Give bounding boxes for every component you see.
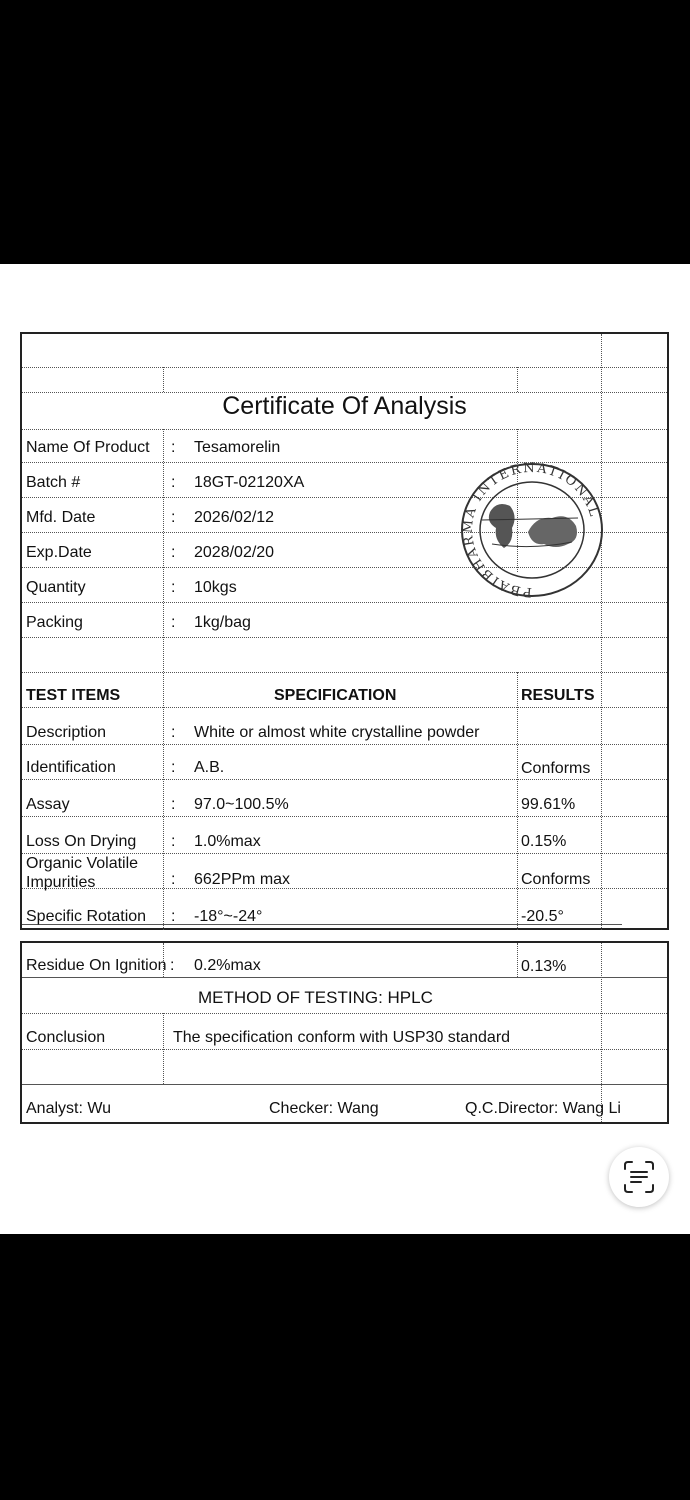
test-spec: 1.0%max xyxy=(194,833,261,850)
quantity-label: Quantity xyxy=(26,579,86,596)
product-name-value: Tesamorelin xyxy=(194,439,281,456)
colon: : xyxy=(170,957,175,974)
director-signature: Q.C.Director: Wang Li xyxy=(465,1100,621,1117)
test-result: 0.15% xyxy=(521,833,567,850)
colon: : xyxy=(171,724,176,741)
batch-value: 18GT-02120XA xyxy=(194,474,305,491)
test-result: Conforms xyxy=(521,760,591,777)
exp-date-label: Exp.Date xyxy=(26,544,92,561)
colon: : xyxy=(171,509,176,526)
exp-date-value: 2028/02/20 xyxy=(194,544,275,561)
test-item: Description xyxy=(26,724,107,741)
product-name-label: Name Of Product xyxy=(26,439,150,456)
certificate-main-table xyxy=(20,332,669,930)
colon: : xyxy=(171,796,176,813)
colon: : xyxy=(171,439,176,456)
mfd-date-label: Mfd. Date xyxy=(26,509,96,526)
residue-spec: 0.2%max xyxy=(194,957,261,974)
analyst-signature: Analyst: Wu xyxy=(26,1100,112,1117)
test-item: Assay xyxy=(26,796,70,813)
test-result: -20.5° xyxy=(521,908,564,925)
test-item: Specific Rotation xyxy=(26,908,147,925)
colon: : xyxy=(171,759,176,776)
document-title: Certificate Of Analysis xyxy=(222,392,467,420)
certificate-footer-table xyxy=(20,941,669,1124)
residue-result: 0.13% xyxy=(521,958,567,975)
test-result: Conforms xyxy=(521,871,591,888)
residue-label: Residue On Ignition xyxy=(26,957,167,974)
colon: : xyxy=(171,908,176,925)
colon: : xyxy=(171,474,176,491)
colon: : xyxy=(171,544,176,561)
method-of-testing: METHOD OF TESTING: HPLC xyxy=(198,988,433,1007)
test-spec: 662PPm max xyxy=(194,871,291,888)
scan-text-button[interactable] xyxy=(609,1147,669,1207)
header-test-items: TEST ITEMS xyxy=(26,687,121,704)
colon: : xyxy=(171,614,176,631)
colon: : xyxy=(171,871,176,888)
image-viewer xyxy=(0,264,690,1234)
colon: : xyxy=(171,833,176,850)
colon: : xyxy=(171,579,176,596)
company-seal-stamp xyxy=(452,460,612,602)
packing-label: Packing xyxy=(26,614,83,631)
test-spec: A.B. xyxy=(194,759,225,776)
mfd-date-value: 2026/02/12 xyxy=(194,509,275,526)
seal-text: PBAIBHARMA INTERNATIONAL xyxy=(460,460,602,600)
test-spec: White or almost white crystalline powder xyxy=(194,724,480,741)
test-item: Identification xyxy=(26,759,116,776)
scan-text-icon xyxy=(609,1147,669,1207)
test-spec: -18°~-24° xyxy=(194,908,263,925)
header-specification: SPECIFICATION xyxy=(274,687,397,704)
conclusion-text: The specification conform with USP30 standard xyxy=(173,1029,511,1046)
test-item: Loss On Drying xyxy=(26,833,137,850)
test-item: Organic Volatile xyxy=(26,855,139,872)
header-results: RESULTS xyxy=(521,687,595,704)
quantity-value: 10kgs xyxy=(194,579,237,596)
test-item-cont: Impurities xyxy=(26,874,96,891)
test-result: 99.61% xyxy=(521,796,576,813)
test-spec: 97.0~100.5% xyxy=(194,796,289,813)
checker-signature: Checker: Wang xyxy=(269,1100,379,1117)
batch-label: Batch # xyxy=(26,474,81,491)
conclusion-label: Conclusion xyxy=(26,1029,106,1046)
packing-value: 1kg/bag xyxy=(194,614,251,631)
